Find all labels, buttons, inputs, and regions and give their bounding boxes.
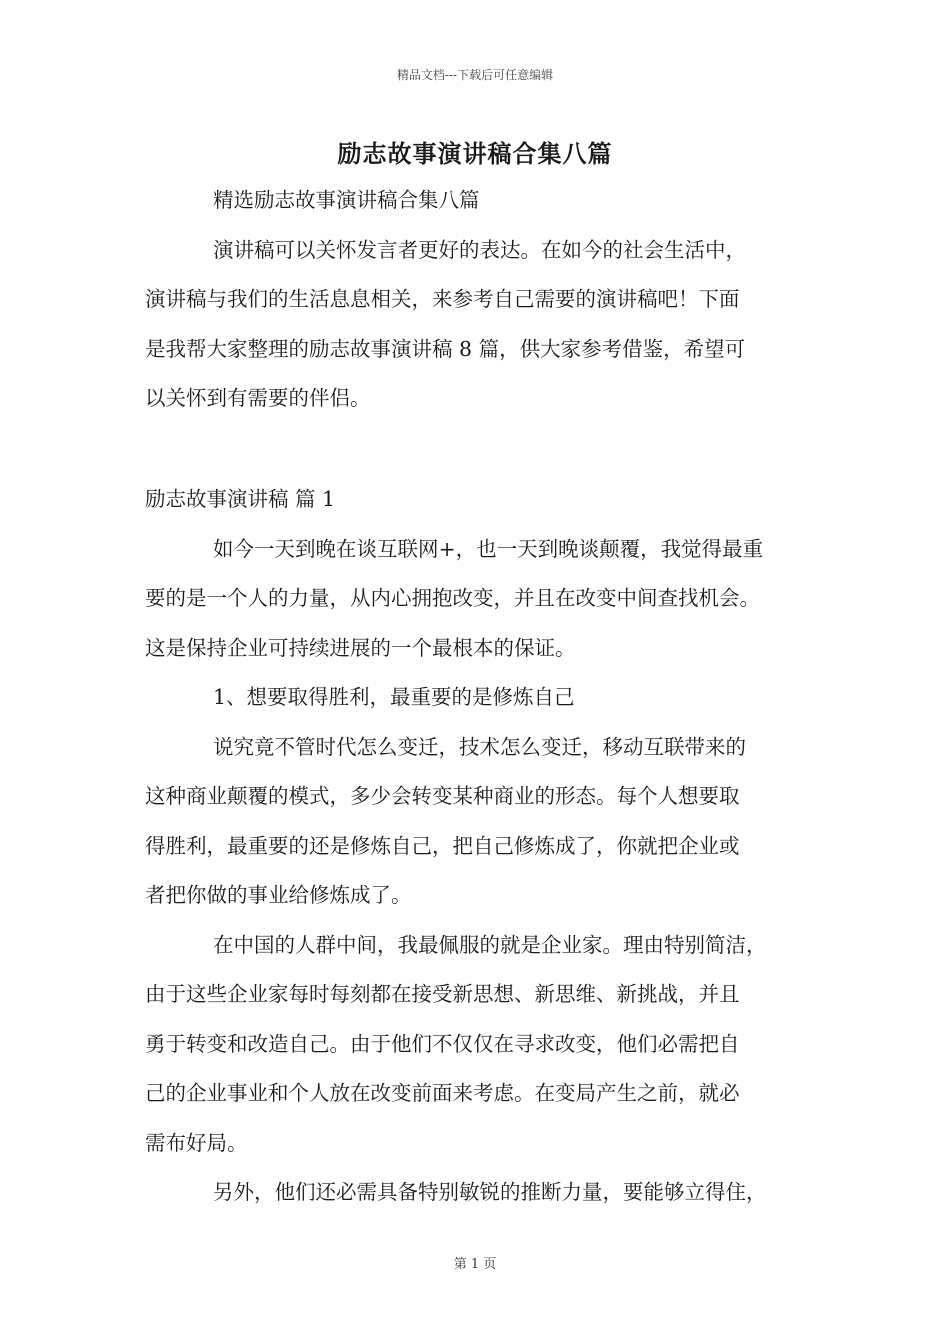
section-heading: 励志故事演讲稿 篇 1 <box>145 487 336 511</box>
text-line: 另外，他们还必需具备特别敏锐的推断力量，要能够立得住， <box>213 1180 767 1204</box>
page-header: 精品文档---下载后可任意编辑 <box>396 68 554 82</box>
text-line: 需布好局。 <box>145 1130 248 1155</box>
text-line: 得胜利，最重要的还是修炼自己，把自己修炼成了，你就把企业或 <box>145 833 740 858</box>
page-number: 第 1 页 <box>453 1257 497 1272</box>
text-line: 己的企业事业和个人放在改变前面来考虑。在变局产生之前，就必 <box>145 1081 740 1105</box>
text-line: 是我帮大家整理的励志故事演讲稿 8 篇，供大家参考借鉴，希望可 <box>145 336 746 361</box>
document-title: 励志故事演讲稿合集八篇 <box>337 139 613 168</box>
text-line: 在中国的人群中间，我最佩服的就是企业家。理由特别简洁， <box>213 932 767 957</box>
text-line: 如今一天到晚在谈互联网+，也一天到晚谈颠覆，我觉得最重 <box>213 536 764 561</box>
text-line: 说究竟不管时代怎么变迁，技术怎么变迁，移动互联带来的 <box>213 734 746 759</box>
text-line: 精选励志故事演讲稿合集八篇 <box>213 188 480 212</box>
intro-section <box>145 176 835 424</box>
subheading: 1、想要取得胜利，最重要的是修炼自己 <box>213 685 575 709</box>
text-line: 要的是一个人的力量，从内心拥抱改变，并且在改变中间查找机会。 <box>145 586 760 610</box>
text-line: 者把你做的事业给修炼成了。 <box>145 883 412 907</box>
text-line: 由于这些企业家每时每刻都在接受新思想、新思维、新挑战，并且 <box>145 982 740 1006</box>
text-line: 这种商业颠覆的模式，多少会转变某种商业的形态。每个人想要取 <box>145 784 740 808</box>
speech-section-1 <box>145 475 835 1218</box>
text-line: 勇于转变和改造自己。由于他们不仅仅在寻求改变，他们必需把自 <box>145 1031 740 1056</box>
text-line: 演讲稿可以关怀发言者更好的表达。在如今的社会生活中， <box>213 237 746 262</box>
text-line: 这是保持企业可持续进展的一个最根本的保证。 <box>145 635 576 660</box>
text-line: 以关怀到有需要的伴侣。 <box>145 386 371 410</box>
text-line: 演讲稿与我们的生活息息相关，来参考自己需要的演讲稿吧！下面 <box>145 287 740 311</box>
